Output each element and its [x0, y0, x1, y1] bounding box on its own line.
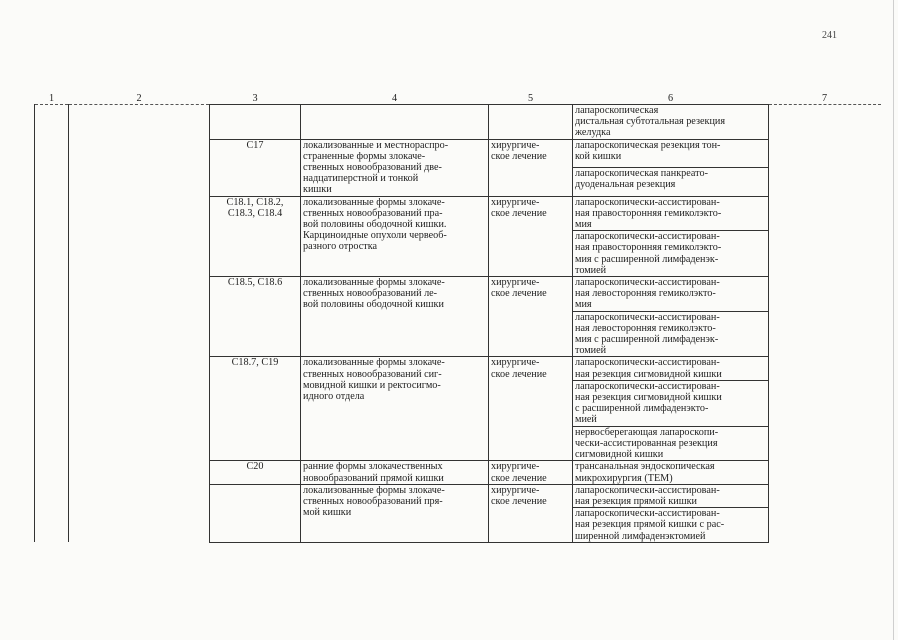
treatment-method-cell: лапароскопическая дистальная субтотальная резекция желудка	[573, 105, 769, 140]
diagnosis-description-cell: локализованные формы злокаче- ственных новообразований сиг- мовидной кишки и ректосигмо- идного отдела	[301, 357, 489, 461]
diagnosis-description-cell: локализованные формы злокаче- ственных новообразований пря- мой кишки	[301, 484, 489, 542]
treatment-type-cell: хирургиче- ское лечение	[489, 357, 573, 461]
treatment-method-cell: лапароскопически-ассистирован- ная правосторонняя гемиколэкто- мия с расширенной лимфаденэк- томией	[573, 231, 769, 277]
diagnosis-description-cell: ранние формы злокачественных новообразований прямой кишки	[301, 461, 489, 484]
column-header: 2	[69, 94, 210, 105]
column-1-cell	[35, 105, 69, 543]
diagnosis-description-cell	[301, 105, 489, 140]
column-header: 5	[489, 94, 573, 105]
treatment-type-cell	[489, 105, 573, 140]
diagnosis-code-cell	[210, 105, 301, 140]
treatment-method-cell: лапароскопически-ассистирован- ная резекция прямой кишки с рас- ширенной лимфаденэктомией	[573, 508, 769, 543]
diagnosis-code-cell: C18.5, C18.6	[210, 277, 301, 357]
procedures-table	[34, 94, 881, 543]
diagnosis-code-cell: C18.7, C19	[210, 357, 301, 461]
treatment-type-cell: хирургиче- ское лечение	[489, 277, 573, 357]
treatment-method-cell: нервосберегающая лапароскопи- чески-ассистированная резекция сигмовидной кишки	[573, 426, 769, 461]
column-header: 3	[210, 94, 301, 105]
diagnosis-description-cell: локализованные и местнораспро- страненные формы злокаче- ственных новообразований две- надцатиперстной и тонкой кишки	[301, 139, 489, 196]
diagnosis-code-cell	[210, 484, 301, 542]
column-header: 7	[769, 94, 881, 105]
column-header: 6	[573, 94, 769, 105]
column-2-cell	[69, 105, 210, 543]
column-numbers-row	[35, 94, 881, 105]
treatment-method-cell: лапароскопическая резекция тон- кой кишки	[573, 139, 769, 168]
treatment-method-cell: трансанальная эндоскопическая микрохирургия (TEM)	[573, 461, 769, 484]
diagnosis-code-cell: C17	[210, 139, 301, 196]
treatment-type-cell: хирургиче- ское лечение	[489, 484, 573, 542]
diagnosis-description-cell: локализованные формы злокаче- ственных новообразований ле- вой половины ободочной кишки	[301, 277, 489, 357]
page-number: 241	[822, 30, 837, 41]
treatment-method-cell: лапароскопически-ассистирован- ная резекция сигмовидной кишки с расширенной лимфаденэкто- мией	[573, 380, 769, 426]
diagnosis-description-cell: локализованные формы злокаче- ственных новообразований пра- вой половины ободочной кишки. Карциноидные опухоли червеоб- разного отростка	[301, 196, 489, 276]
treatment-method-cell: лапароскопически-ассистирован- ная резекция прямой кишки	[573, 484, 769, 507]
treatment-type-cell: хирургиче- ское лечение	[489, 139, 573, 196]
column-7-cell	[769, 105, 881, 543]
treatment-method-cell: лапароскопически-ассистирован- ная левосторонняя гемиколэкто- мия	[573, 277, 769, 312]
treatment-type-cell: хирургиче- ское лечение	[489, 461, 573, 484]
diagnosis-code-cell: C18.1, C18.2, C18.3, C18.4	[210, 196, 301, 276]
page-edge	[893, 0, 894, 640]
treatment-method-cell: лапароскопически-ассистирован- ная резекция сигмовидной кишки	[573, 357, 769, 380]
column-header: 1	[35, 94, 69, 105]
treatment-method-cell: лапароскопически-ассистирован- ная правосторонняя гемиколэкто- мия	[573, 196, 769, 231]
column-header: 4	[301, 94, 489, 105]
treatment-type-cell: хирургиче- ское лечение	[489, 196, 573, 276]
diagnosis-code-cell: C20	[210, 461, 301, 484]
treatment-method-cell: лапароскопическая панкреато- дуоденальная резекция	[573, 168, 769, 197]
treatment-method-cell: лапароскопически-ассистирован- ная левосторонняя гемиколэкто- мия с расширенной лимфаденэк- томией	[573, 311, 769, 357]
table-row	[35, 105, 881, 140]
